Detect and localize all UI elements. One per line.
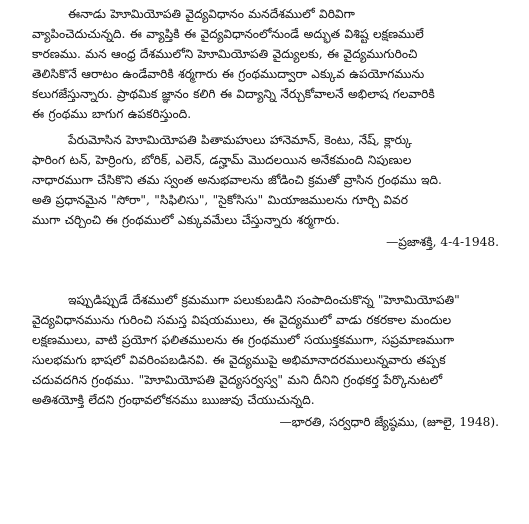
excerpt-1-source: —ప్రజాశక్తి, 4-4-1948. — [386, 235, 499, 249]
excerpt-1-paragraph-3 — [32, 190, 513, 230]
excerpt-1-paragraph-2 — [32, 130, 513, 190]
text-line: లక్షణములు, వాటి ప్రయోగ ఫలితములను ఈ గ్రంథములో సయుక్తకముగా, సప్రమాణముగా — [32, 333, 455, 347]
text-line: ఇప్పుడిప్పుడే దేశములో క్రమముగా పలుకుబడిని సంపాదించుకొన్న "హెూమియోపతి" — [68, 293, 460, 307]
text-line: ముగా చర్చించి ఈ గ్రంథములో ఎక్కువమేలు చేస్తున్నారు శర్మగారు. — [32, 213, 340, 227]
text-line: వ్యాపించెదుచున్నది. ఈ వ్యాప్తికి ఈ వైద్యవిధానంలోనుండే అద్భుత విశిష్ట లక్షణములే — [32, 27, 424, 41]
excerpt-2-paragraph — [32, 290, 513, 410]
text-line: తెలిసికొనే ఆరాటం ఉండేవారికి శర్మగారు ఈ గ్రంథముద్వారా ఎక్కువ ఉపయోగమును — [32, 67, 425, 81]
text-line: అతి ప్రధానమైన "సోరా", "సిఫిలిసు", "సైకోసిసు" మియాజములను గూర్చి వివర — [32, 193, 408, 207]
text-line: అతిశయోక్తి లేదని గ్రంథావలోకనము ఋజువు చేయుచున్నది. — [32, 393, 315, 407]
text-line: పేరుమోసిన హెూమియోపతి పితామహులు హానెమాన్, కెంటు, నేష్, క్లార్కు — [68, 133, 412, 147]
text-line: నాధారముగా చేసికొని తమ స్వంత అనుభవాలను జోడించి క్రమతో వ్రాసిన గ్రంథము ఇది. — [32, 173, 442, 187]
text-line: కారణము. మన ఆంధ్ర దేశములోని హెూమియోపతి వైద్యులకు, ఈ వైద్యముగురించి — [32, 47, 418, 61]
text-line: చదువదగిన గ్రంథము. "హెూమియోపతి వైద్యసర్వస్వ" మని దీనిని గ్రంథకర్త పేర్కొనుటలో — [32, 373, 443, 387]
excerpt-2-source: —భారతి, సర్వధారి జ్యేష్ఠము, (జూలై, 1948). — [279, 415, 499, 429]
text-line: ఈనాడు హెూమియోపతి వైద్యవిధానం మనదేశములో విరివిగా — [68, 7, 355, 21]
text-line: ఈ గ్రంథము బాగుగ ఉపకరిస్తుంది. — [32, 107, 192, 121]
text-line: కలుగజేస్తున్నారు. ప్రాథమిక జ్ఞానం కలిగి ఈ విద్యాన్ని నేర్చుకోవాలనే అభిలాష గలవారికి — [32, 87, 435, 101]
text-line: వైద్యవిధానమును గురించి సమస్త విషయములు, ఈ వైద్యములో వాడు రకరకాల మందుల — [32, 313, 452, 327]
text-line: సులభమగు భాషలో వివరింపబడినవి. ఈ వైద్యముపై అభిమానాదరములున్నవారు తప్పక — [32, 353, 446, 367]
text-line: ఫారింగ టన్, హెర్రింగు, బోరిక్, ఎలెన్, డన్హామ్ మొదలయిన అనేకమంది నిపుణుల — [32, 153, 412, 167]
excerpt-1-paragraph-1 — [32, 4, 513, 124]
